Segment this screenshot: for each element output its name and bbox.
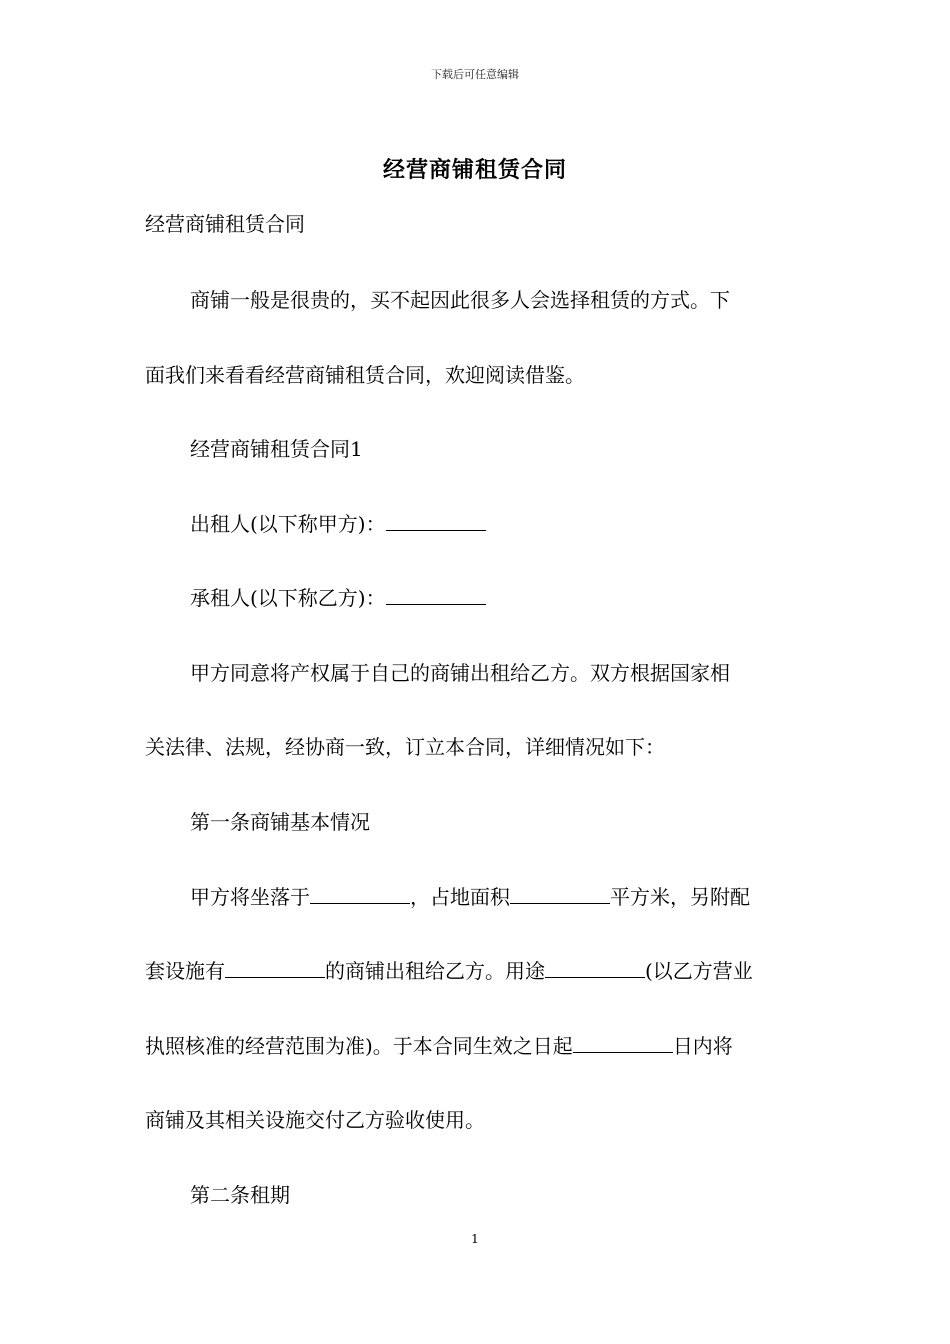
text-fragment: 的商铺出租给乙方。用途: [325, 959, 545, 983]
intro-line-1: 商铺一般是很贵的，买不起因此很多人会选择租赁的方式。下: [190, 288, 730, 312]
lessor-line: [190, 511, 810, 537]
text-fragment: ，占地面积: [410, 885, 510, 909]
text-fragment: 甲方将坐落于: [190, 885, 310, 909]
header-note: 下载后可任意编辑: [431, 68, 519, 81]
lessor-blank: [386, 512, 486, 531]
lessor-label: 出租人(以下称甲方)：: [190, 512, 386, 536]
article-1-line-3: [145, 1033, 810, 1059]
contract-heading: 经营商铺租赁合同1: [190, 437, 363, 461]
lessee-line: [190, 585, 810, 611]
usage-blank: [545, 959, 645, 978]
intro-line-2: 面我们来看看经营商铺租赁合同，欢迎阅读借鉴。: [145, 363, 585, 387]
article-1-heading: 第一条商铺基本情况: [190, 810, 370, 834]
text-fragment: 平方米，另附配: [610, 885, 750, 909]
article-1-line-2: [145, 958, 810, 984]
article-2-heading: 第二条租期: [190, 1183, 290, 1207]
page-number: 1: [471, 1232, 479, 1246]
article-1-line-1: [190, 884, 810, 910]
text-fragment: 套设施有: [145, 959, 225, 983]
area-blank: [510, 885, 610, 904]
agreement-line-1: 甲方同意将产权属于自己的商铺出租给乙方。双方根据国家相: [190, 661, 730, 685]
lessee-label: 承租人(以下称乙方)：: [190, 586, 386, 610]
facilities-blank: [225, 959, 325, 978]
text-fragment: 执照核准的经营范围为准)。于本合同生效之日起: [145, 1034, 573, 1058]
text-fragment: (以乙方营业: [645, 959, 753, 983]
article-1-line-4: 商铺及其相关设施交付乙方验收使用。: [145, 1108, 485, 1132]
days-blank: [573, 1034, 673, 1053]
agreement-line-2: 关法律、法规，经协商一致，订立本合同，详细情况如下：: [145, 735, 665, 759]
document-title: 经营商铺租赁合同: [382, 157, 567, 183]
text-fragment: 日内将: [672, 1034, 733, 1058]
subtitle: 经营商铺租赁合同: [145, 212, 305, 236]
lessee-blank: [386, 586, 486, 605]
location-blank: [310, 885, 410, 904]
